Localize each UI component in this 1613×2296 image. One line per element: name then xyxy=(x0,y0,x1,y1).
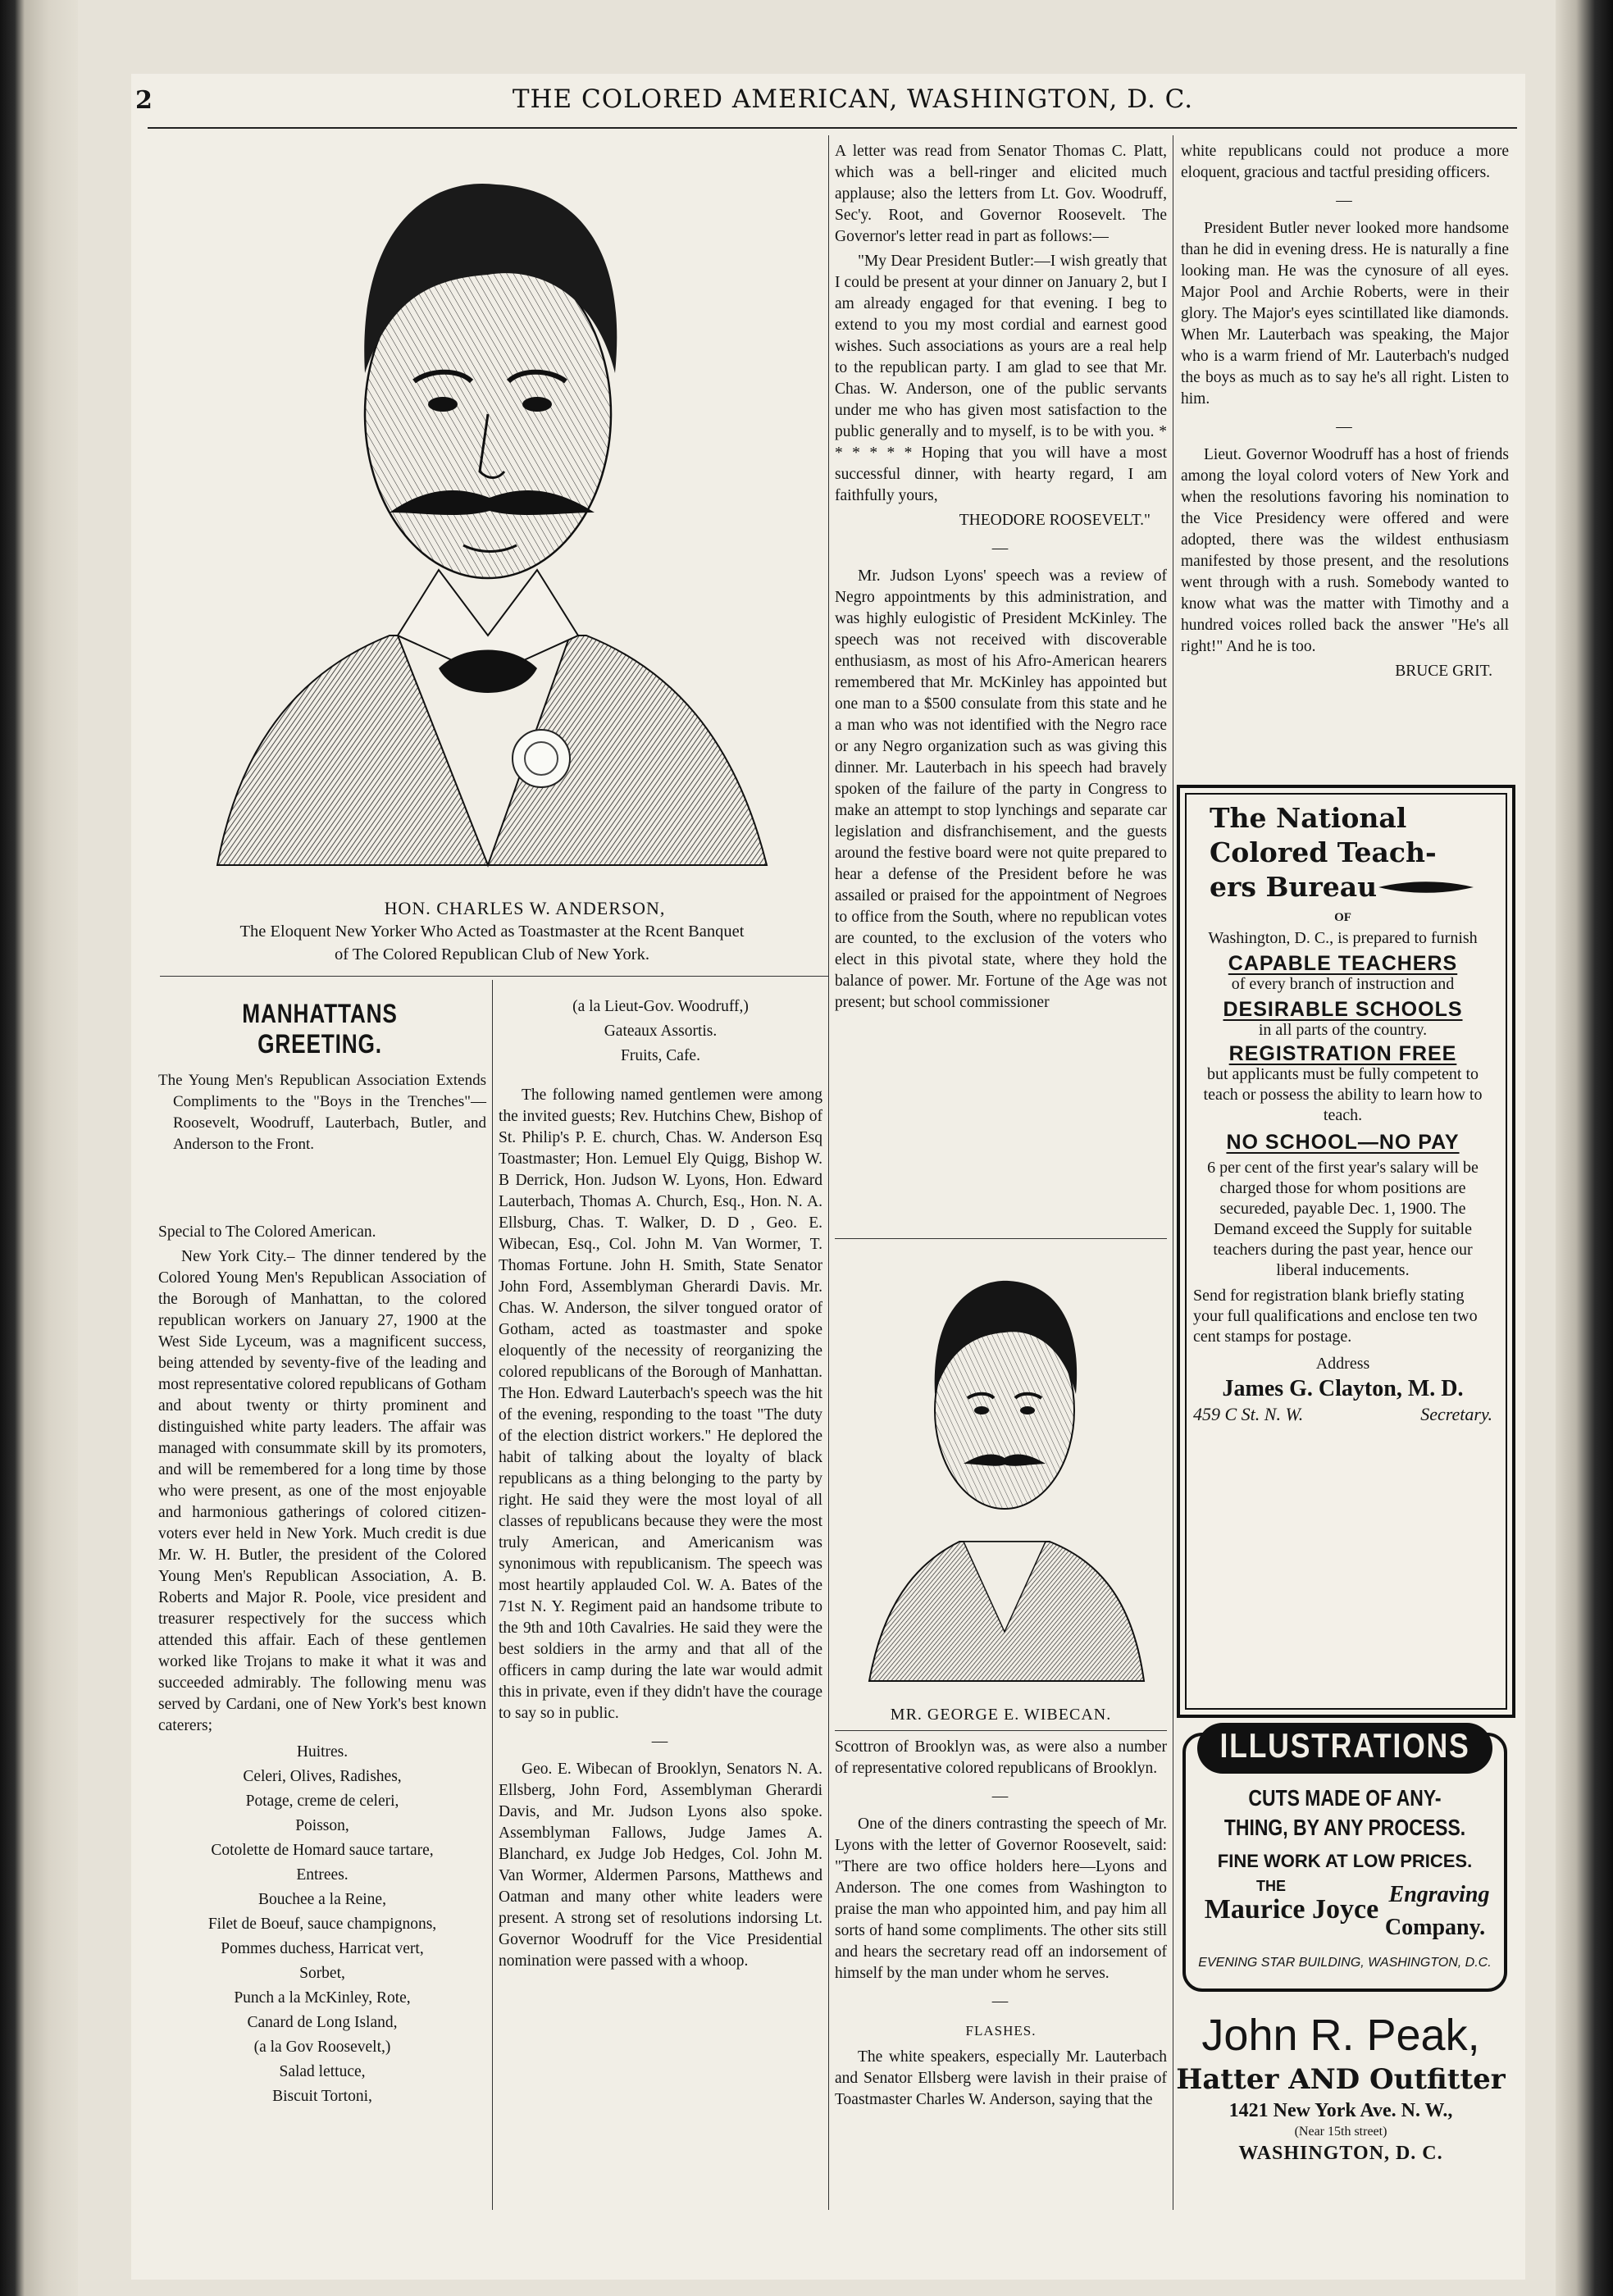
masthead-rule xyxy=(148,127,1517,129)
ad-body5: 6 per cent of the first year's salary will be charged those for whom positions are secureded, payable Dec. 1, 1900. The Demand exceed the Supply for suitable teachers during the past year, hence our liberal inducements. xyxy=(1207,1159,1479,1279)
ad-role: Secretary. xyxy=(1420,1404,1492,1424)
column-rule xyxy=(492,980,493,2210)
menu-list-continued xyxy=(499,996,822,1067)
peak-city: WASHINGTON, D. C. xyxy=(1238,2143,1443,2164)
section-rule xyxy=(160,976,828,977)
anderson-caption-line1: The Eloquent New Yorker Who Acted as Toastmaster at the Rcent Banquet xyxy=(239,922,745,941)
author-signature: BRUCE GRIT. xyxy=(1395,663,1492,680)
column-4 xyxy=(1181,141,1509,682)
ad-street: 459 C St. N. W. xyxy=(1193,1404,1304,1424)
ad-body1: Washington, D. C., is prepared to furnish xyxy=(1208,929,1478,947)
separator: — xyxy=(991,1993,1010,2010)
roosevelt-signature: THEODORE ROOSEVELT." xyxy=(959,512,1151,529)
menu-item: Filet de Boeuf, sauce champignons, xyxy=(207,1916,437,1933)
engraving-line1: CUTS MADE OF ANY- xyxy=(1248,1785,1442,1811)
menu-item: Sorbet, xyxy=(299,1965,345,1982)
ad-body3: in all parts of the country. xyxy=(1258,1021,1428,1039)
ad-title-line2: Colored Teach- xyxy=(1210,836,1437,868)
menu-item: Fruits, Cafe. xyxy=(621,1047,700,1064)
menu-item: Salad lettuce, xyxy=(279,2063,366,2080)
paragraph: One of the diners contrasting the speech of Mr. Lyons with the letter of Governor Roosevelt, said: "There are two office holders here—Lyons and Anderson. The one comes from Washington to praise the man who appointed him, and pay him all sorts of hand some compliments. The other sits still and hears the secretary read off an indorsement of himself by the man under whom he serves. xyxy=(835,1815,1167,1982)
ad-noschool: NO SCHOOL—NO PAY xyxy=(1226,1131,1460,1154)
engraving-company1: Maurice Joyce xyxy=(1204,1894,1379,1925)
ad-address-label: Address xyxy=(1315,1355,1370,1373)
wibecan-caption: MR. GEORGE E. WIBECAN. xyxy=(890,1706,1112,1724)
separator: — xyxy=(991,540,1010,557)
ad-contact-name: James G. Clayton, M. D. xyxy=(1222,1376,1464,1401)
paragraph: Scottron of Brooklyn was, as were also a number of representative colored republicans of Brooklyn. xyxy=(835,1738,1167,1777)
paragraph: New York City.– The dinner tendered by the Colored Young Men's Republican Association of the Borough of Manhattan, to the colored republican workers on January 27, 1900 at the West Side Lyceum, was a magnificent success, being attended by seventy-five of the leading and most representative colored republicans of Gotham and about twenty or thirty prominent and distinguished white party leaders. The affair was managed with consummate skill by its promoters, and will be remembered for a long time by those who were present, as one of the most enjoyable and harmonious gatherings of colored citizen-voters ever held in New York. Much credit is due Mr. W. H. Butler, the president of the Colored Young Men's Republican Association, A. B. Roberts and Major R. Poole, vice president and treasurer respectively for the success which attended this affair. Each of these gentlemen worked like Trojans to make it what it was and succeeded admirably. The following menu was served by Cardani, one of New York's best known caterers; xyxy=(158,1248,486,1734)
menu-item: Potage, creme de celeri, xyxy=(245,1793,399,1810)
menu-item: Huitres. xyxy=(296,1743,349,1761)
ad-body4: but applicants must be fully competent to teach or possess the ability to learn how to teach. xyxy=(1203,1065,1483,1124)
paragraph: Geo. E. Wibecan of Brooklyn, Senators N. A. Ellsberg, John Ford, Assemblyman Gherardi Davis, and Mr. Judson Lyons also spoke. Assemblyman Fallows, Judge James A. Blanchard, ex Judge Job Hedges, Col. John M. Van Wormer, Aldermen Parsons, Matthews and Oatman and many other white leaders were present. A strong set of resolutions indorsing Lt. Governor Woodruff for the Vice Presidential nomination were passed with a whoop. xyxy=(499,1761,822,1970)
menu-item: Biscuit Tortoni, xyxy=(272,2088,372,2105)
separator: — xyxy=(651,1733,670,1750)
menu-item: (a la Lieut-Gov. Woodruff,) xyxy=(572,998,749,1015)
paragraph: Mr. Judson Lyons' speech was a review of Negro appointments by this administration, and was highly eulogistic of President McKinley. The speech was not received with discoverable enthusiasm, as most of his Afro-American hearers remembered that Mr. McKinley has appointed but one man to a $500 consulate from this state and he a man who was not identified with the Negro race or any Negro organization such as was giving this dinner. Mr. Lauterbach in his speech had bravely spoken of the failure of the party in Congress to make an attempt to stop lynchings and separate car legislation and disfranchisement, and the guests around the festive board were not quite prepared to hear a defense of the President before he was assailed or praised for the appointment of Negroes to office from the South, where no republican votes are counted, to the exclusion of the voters who elect in this pivotal state, where they hold the balance of power. Mr. Fortune of the Age was not present; but school commissioner xyxy=(835,567,1167,1011)
peak-name: John R. Peak, xyxy=(1201,2011,1480,2060)
ad-capable: CAPABLE TEACHERS xyxy=(1228,952,1458,975)
menu-item: Entrees. xyxy=(296,1866,349,1884)
engraving-ad xyxy=(1181,1718,1509,1993)
anderson-caption-name: HON. CHARLES W. ANDERSON, xyxy=(384,898,666,918)
column-1 xyxy=(158,1222,486,2107)
engraving-banner: ILLUSTRATIONS xyxy=(1219,1726,1470,1765)
wibecan-portrait xyxy=(853,1246,1156,1689)
menu-item: Bouchee a la Reine, xyxy=(258,1891,386,1908)
menu-item: Gateaux Assortis. xyxy=(604,1023,718,1040)
page-number: 2 xyxy=(135,86,153,115)
anderson-portrait xyxy=(193,144,783,882)
column-3-top xyxy=(835,141,1167,1014)
flashes-heading: FLASHES. xyxy=(965,2023,1037,2039)
ad-title-line3: ers Bureau xyxy=(1210,871,1378,903)
engraving-company3: Company. xyxy=(1384,1915,1486,1940)
menu-item: Celeri, Olives, Radishes, xyxy=(243,1768,402,1785)
article-headline: MANHATTANS GREETING. xyxy=(242,999,398,1059)
peak-near: (Near 15th street) xyxy=(1294,2125,1387,2139)
paragraph: Lieut. Governor Woodruff has a host of friends among the loyal colord voters of New York and when the resolutions favoring his nomination to the Vice Presidency were offered and were adopted, there was the wildest enthusiasm manifested by those present, and the resolutions went through with a rush. Somebody wanted to know what was the matter with Timothy and a hundred voices rolled back the answer "He's all right!" And he is too. xyxy=(1181,446,1509,655)
ad-contact-row xyxy=(1193,1404,1492,1424)
menu-list xyxy=(158,1742,486,2107)
menu-item: Cotolette de Homard sauce tartare, xyxy=(211,1842,434,1859)
scan-edge-right xyxy=(1556,0,1613,2296)
separator: — xyxy=(1336,418,1354,435)
anderson-caption-line2: of The Colored Republican Club of New York. xyxy=(335,945,649,963)
masthead-title: THE COLORED AMERICAN, WASHINGTON, D. C. xyxy=(512,84,1194,114)
menu-item: (a la Gov Roosevelt,) xyxy=(253,2039,391,2056)
pointing-flourish-icon xyxy=(1377,877,1475,898)
paragraph: white republicans could not produce a more eloquent, gracious and tactful presiding officers. xyxy=(1181,143,1509,181)
column-3-bottom xyxy=(835,1737,1167,2111)
ad-registration: REGISTRATION FREE xyxy=(1228,1042,1457,1065)
teachers-bureau-ad xyxy=(1193,801,1492,1424)
peak-ad xyxy=(1169,2009,1513,2166)
section-rule xyxy=(835,1238,1167,1239)
menu-item: Poisson, xyxy=(295,1817,349,1834)
dateline: Special to The Colored American. xyxy=(158,1223,376,1241)
separator: — xyxy=(991,1788,1010,1805)
paragraph: A letter was read from Senator Thomas C. Platt, which was a bell-ringer and elicited much applause; also the letters from Lt. Gov. Woodruff, Sec'y. Root, and Governor Roosevelt. The Governor's letter read in part as follows:— xyxy=(835,143,1167,245)
peak-address: 1421 New York Ave. N. W., xyxy=(1228,2100,1453,2121)
menu-item: Canard de Long Island, xyxy=(247,2014,398,2031)
engraving-footer: EVENING STAR BUILDING, WASHINGTON, D.C. xyxy=(1198,1956,1492,1970)
column-2 xyxy=(499,996,822,1972)
ad-of: OF xyxy=(1334,911,1351,924)
paragraph: President Butler never looked more handsome than he did in evening dress. He is naturally a fine looking man. He was the cynosure of all eyes. Major Pool and Archie Roberts, were in their glory. The Major's eyes scintillated like diamonds. When Mr. Lauterbach was speaking, the Major who is a warm friend of Mr. Lauterbach's nudged the boys as much as to say he's all right. Listen to him. xyxy=(1181,220,1509,408)
roosevelt-letter: "My Dear President Butler:—I wish greatly that I could be present at your dinner on January 2, but I am already engaged for that evening. I beg to extend to you my most cordial and earnest good wishes. Such associations as yours are a real help to the republican party. I am glad to see that Mr. Chas. W. Anderson, one of the public servants under me who has given most satisfaction to the public generally and to myself, is to be with you. * * * * * * Hoping that you will have a most successful dinner, with hearty regard, I am faithfully yours, xyxy=(835,253,1167,504)
separator: — xyxy=(1336,192,1354,209)
paragraph: The white speakers, especially Mr. Lauterbach and Senator Ellsberg were lavish in their praise of Toastmaster Charles W. Anderson, saying that the xyxy=(835,2048,1167,2108)
ad-desirable: DESIRABLE SCHOOLS xyxy=(1223,998,1463,1021)
ad-body2: of every branch of instruction and xyxy=(1231,975,1455,993)
deck-text: The Young Men's Republican Association Extends Compliments to the "Boys in the Trenches"—Roosevelt, Woodruff, Lauterbach, Butler, and Anderson to the Front. xyxy=(158,1072,486,1153)
ad-title-line3-row xyxy=(1193,870,1492,904)
engraving-line3: FINE WORK AT LOW PRICES. xyxy=(1217,1851,1473,1871)
scan-edge-left xyxy=(0,0,78,2296)
column-rule xyxy=(828,135,829,2210)
ad-body6: Send for registration blank briefly stating your full qualifications and enclose ten two cent stamps for postage. xyxy=(1193,1287,1478,1346)
engraving-the: THE xyxy=(1256,1878,1286,1894)
engraving-company2: Engraving xyxy=(1388,1882,1490,1907)
peak-trade: Hatter AND Outfitter xyxy=(1176,2063,1506,2096)
engraving-line2: THING, BY ANY PROCESS. xyxy=(1223,1815,1466,1840)
ad-title-line1: The National xyxy=(1210,802,1407,834)
section-rule xyxy=(835,1730,1167,1731)
menu-item: Pommes duchess, Harricat vert, xyxy=(221,1940,424,1957)
paragraph: The following named gentlemen were among the invited guests; Rev. Hutchins Chew, Bishop of St. Philip's P. E. church, Chas. W. Anderson Esq Toastmaster; Hon. Lemuel Ely Quigg, Bishop W. B Derrick, Hon. Judson W. Lyons, Hon. Edward Lauterbach, Thomas A. Church, Esq., Hon. N. A. Ellsburg, Chas. T. Walker, D. D , Geo. E. Wibecan, Esq., Col. John M. Van Wormer, T. Thomas Fortune. John H. Smith, State Senator John Ford, Assemblyman Gherardi Davis. Mr. Chas. W. Anderson, the silver tongued orator of Gotham, acted as toastmaster and spoke eloquently of the necessity of reorganizing the colored republicans of the Borough of Manhattan. The Hon. Edward Lauterbach's speech was the hit of the evening, responding to the toast "The duty of the election district workers." He deplored the habit of talking about the loyalty of black republicans as a thing belonging to the party by right. He said they were the most loyal of all classes of republicans because they were the most truly American, and Americanism was synonimous with republicanism. The speech was most heartily applauded Col. W. A. Bates of the 71st N. Y. Regiment paid an handsome tribute to the 9th and 10th Cavalries. He said they were the best soldiers in the army and that all of the officers in camp during the late war would admit this in private, even if they didn't have the courage to say so in public. xyxy=(499,1086,822,1722)
menu-item: Punch a la McKinley, Rote, xyxy=(234,1989,411,2007)
article-deck xyxy=(158,1070,486,1155)
